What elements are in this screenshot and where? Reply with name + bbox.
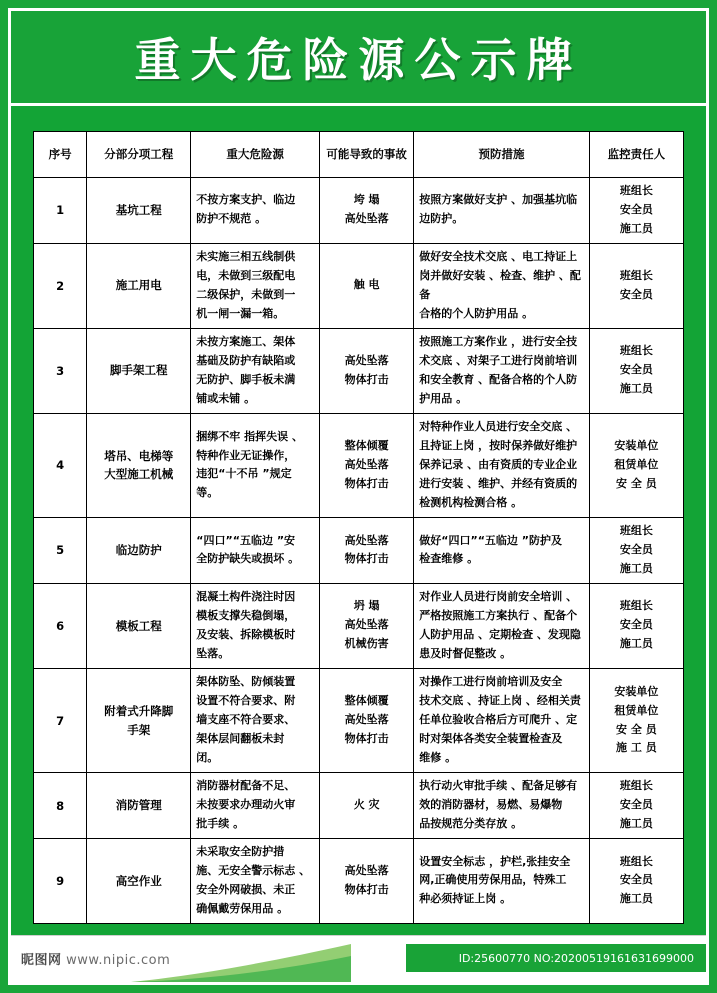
cell-measures <box>414 583 590 668</box>
cell-person-line: 安全员 <box>619 287 653 301</box>
banner-divider <box>11 103 706 106</box>
cell-person-line: 班组长 <box>619 183 653 197</box>
cell-project <box>87 518 191 584</box>
cell-hazard-line: 未按要求办理动火审 <box>196 798 296 812</box>
cell-consequence <box>319 178 413 244</box>
cell-measures-line: 术交底 、对架子工进行岗前培训 <box>419 353 578 367</box>
cell-measures-line: 对特种作业人员进行安全交底 、 <box>419 420 578 434</box>
cell-hazard-line: 等。 <box>196 486 219 500</box>
cell-project <box>87 773 191 839</box>
cell-consequence <box>319 243 413 328</box>
cell-person-line: 施 工 员 <box>616 741 657 755</box>
cell-person-line: 施工员 <box>619 561 653 575</box>
cell-hazard <box>191 583 320 668</box>
cell-measures-line: 维修 。 <box>419 750 457 764</box>
cell-no: 4 <box>34 413 87 518</box>
cell-consequence-line: 物体打击 <box>344 732 389 745</box>
cell-hazard-line: “四口”“五临边 ”安 <box>196 533 296 547</box>
cell-consequence-line: 高处坠落 <box>344 533 389 547</box>
cell-project-line: 大型施工机械 <box>104 467 174 482</box>
cell-consequence-line: 高处坠落 <box>344 457 389 471</box>
cell-consequence <box>319 838 413 923</box>
cell-project <box>87 583 191 668</box>
cell-consequence <box>319 773 413 839</box>
cell-consequence-line: 整体倾覆 <box>344 439 389 453</box>
cell-measures-line: 且持证上岗 ，按时保养做好维护 <box>419 439 578 453</box>
cell-no: 9 <box>34 838 87 923</box>
cell-project-line: 附着式升降脚 <box>104 704 174 719</box>
table-row <box>34 518 684 584</box>
cell-person-line: 安装单位 <box>614 439 659 453</box>
cell-hazard-line: 混凝土构件浇注时因 <box>196 589 296 603</box>
cell-measures-line: 检测机构检测合格 。 <box>419 495 523 509</box>
table-row <box>34 773 684 839</box>
cell-no: 6 <box>34 583 87 668</box>
cell-consequence-line: 高处坠落 <box>344 713 389 727</box>
cell-hazard <box>191 773 320 839</box>
cell-measures-line: 设置安全标志 ，护栏,张挂安全 <box>419 854 571 868</box>
cell-hazard <box>191 243 320 328</box>
cell-project-line: 脚手架工程 <box>110 363 168 378</box>
title-banner <box>11 11 706 103</box>
cell-person-line: 安全员 <box>619 543 653 556</box>
cell-project <box>87 413 191 518</box>
cell-consequence <box>319 518 413 584</box>
cell-project-line: 塔吊、电梯等 <box>104 449 174 464</box>
page-title: 重大危险源公示牌 <box>134 33 583 87</box>
cell-consequence <box>319 583 413 668</box>
cell-measures-line: 效的消防器材，易燃、易爆物 <box>419 798 563 812</box>
cell-measures-line: 技术交底 、持证上岗 、经相关责 <box>419 694 581 708</box>
cell-hazard <box>191 178 320 244</box>
cell-hazard-line: 及安装、拆除模板时 <box>196 627 296 641</box>
table-row <box>34 328 684 413</box>
cell-consequence-line: 高处坠落 <box>344 212 389 226</box>
cell-measures <box>414 668 590 773</box>
cell-hazard-line: 架体防坠、防倾装置 <box>196 675 296 689</box>
col-header-person: 监控责任人 <box>589 132 683 178</box>
cell-consequence-line: 高处坠落 <box>344 618 389 632</box>
cell-hazard-line: 坠落。 <box>196 646 230 660</box>
cell-person <box>589 413 683 518</box>
cell-person-line: 安装单位 <box>614 684 659 698</box>
cell-person-line: 安 全 员 <box>616 722 657 736</box>
cell-measures <box>414 178 590 244</box>
cell-hazard-line: 确佩戴劳保用品 。 <box>196 901 289 915</box>
cell-measures <box>414 518 590 584</box>
cell-consequence-line: 火 灾 <box>353 798 380 812</box>
cell-measures-line: 按照施工方案作业 ，进行安全技 <box>419 334 578 348</box>
cell-project-line: 基坑工程 <box>115 203 162 218</box>
cell-hazard <box>191 838 320 923</box>
cell-hazard <box>191 518 320 584</box>
cell-measures-line: 患及时督促整改 。 <box>419 646 512 660</box>
cell-measures-line: 严格按照施工方案执行 、配备个 <box>419 608 578 622</box>
cell-person-line: 施工员 <box>619 221 653 235</box>
cell-measures <box>414 838 590 923</box>
cell-hazard-line: 墙支座不符合要求、 <box>196 713 296 727</box>
cell-person <box>589 178 683 244</box>
cell-hazard-line: 不按方案支护、临边 <box>196 193 296 207</box>
cell-hazard-line: 未实施三相五线制供 <box>196 249 296 263</box>
cell-project-line: 高空作业 <box>115 873 162 888</box>
cell-person-line: 安全员 <box>619 873 653 887</box>
cell-person-line: 租赁单位 <box>614 703 659 717</box>
cell-measures-line: 对作业人员进行岗前安全培训 、 <box>419 589 578 603</box>
cell-consequence-line: 物体打击 <box>344 882 389 896</box>
cell-person <box>589 518 683 584</box>
cell-project <box>87 243 191 328</box>
cell-person <box>589 773 683 839</box>
cell-measures-line: 做好“四口”“五临边 ”防护及 <box>419 533 562 547</box>
cell-measures-line: 做好安全技术交底 、电工持证上 <box>419 249 578 263</box>
cell-hazard-line: 未按方案施工、架体 <box>196 334 296 348</box>
cell-no: 8 <box>34 773 87 839</box>
cell-no: 3 <box>34 328 87 413</box>
cell-person <box>589 328 683 413</box>
cell-consequence-line: 物体打击 <box>344 552 389 566</box>
table-row <box>34 838 684 923</box>
cell-no: 2 <box>34 243 87 328</box>
footer-bar <box>11 935 706 982</box>
image-id-bar <box>406 944 706 972</box>
cell-hazard-line: 设置不符合要求、附 <box>196 694 296 708</box>
cell-no: 7 <box>34 668 87 773</box>
poster-board <box>8 8 709 985</box>
cell-hazard-line: 电，未做到三级配电 <box>196 268 296 282</box>
cell-hazard <box>191 328 320 413</box>
cell-measures-line: 和安全教育 、配备合格的个人防 <box>419 372 578 386</box>
cell-no: 5 <box>34 518 87 584</box>
cell-hazard-line: 安全外网破损、未正 <box>196 882 296 896</box>
cell-hazard-line: 铺或未铺 。 <box>196 391 256 405</box>
cell-consequence <box>319 413 413 518</box>
table-row <box>34 413 684 518</box>
cell-measures <box>414 773 590 839</box>
cell-hazard-line: 消防器材配备不足、 <box>196 779 296 793</box>
cell-hazard-line: 捆绑不牢 指挥失误 、 <box>196 429 303 443</box>
cell-hazard-line: 架体层间翻板未封 <box>196 732 285 745</box>
cell-person <box>589 838 683 923</box>
cell-hazard-line: 闭。 <box>196 750 219 764</box>
table-row <box>34 243 684 328</box>
cell-person-line: 安全员 <box>619 618 653 632</box>
cell-person-line: 施工员 <box>619 892 653 906</box>
cell-measures <box>414 413 590 518</box>
cell-measures-line: 边防护。 <box>419 212 464 226</box>
cell-person-line: 租赁单位 <box>614 457 659 471</box>
cell-consequence-line: 垮 塌 <box>353 193 380 207</box>
cell-person-line: 施工员 <box>619 637 653 651</box>
cell-measures-line: 保养记录 、由有资质的专业企业 <box>419 457 578 471</box>
cell-measures <box>414 328 590 413</box>
cell-hazard-line: 未采取安全防护措 <box>196 845 285 859</box>
cell-hazard-line: 违犯“十不吊 ”规定 <box>196 467 292 481</box>
cell-person-line: 班组长 <box>619 854 653 868</box>
cell-consequence <box>319 328 413 413</box>
cell-person <box>589 668 683 773</box>
cell-measures-line: 品按规范分类存放 。 <box>419 817 523 831</box>
cell-consequence-line: 高处坠落 <box>344 353 389 367</box>
cell-measures-line: 网,正确使用劳保用品，特殊工 <box>419 873 567 887</box>
cell-consequence-line: 触 电 <box>353 278 380 292</box>
watermark-url: www.nipic.com <box>66 953 171 968</box>
cell-measures-line: 岗并做好安装 、检查、维护 、配备 <box>419 268 581 301</box>
cell-person-line: 班组长 <box>619 344 653 358</box>
table-body <box>34 178 684 924</box>
cell-project-line: 模板工程 <box>115 618 162 633</box>
cell-hazard-line: 二级保护，未做到一 <box>196 287 296 301</box>
cell-measures-line: 检查维修 。 <box>419 552 479 566</box>
cell-person-line: 班组长 <box>619 779 653 793</box>
table-row <box>34 668 684 773</box>
cell-person-line: 班组长 <box>619 268 653 282</box>
cell-measures-line: 执行动火审批手续 、配备足够有 <box>419 779 578 793</box>
cell-hazard-line: 基础及防护有缺陷或 <box>196 353 296 367</box>
col-header-consequence: 可能导致的事故 <box>319 132 413 178</box>
cell-measures-line: 按照方案做好支护 、加强基坑临 <box>419 193 578 207</box>
cell-project <box>87 328 191 413</box>
cell-project-line: 手架 <box>127 722 151 737</box>
cell-person-line: 班组长 <box>619 524 653 538</box>
col-header-hazard: 重大危险源 <box>191 132 320 178</box>
cell-measures <box>414 243 590 328</box>
cell-hazard-line: 防护不规范 。 <box>196 212 267 226</box>
cell-person-line: 班组长 <box>619 599 653 613</box>
cell-consequence <box>319 668 413 773</box>
col-header-no: 序号 <box>34 132 87 178</box>
cell-hazard-line: 批手续 。 <box>196 817 245 831</box>
cell-person-line: 安全员 <box>619 202 653 216</box>
cell-person-line: 施工员 <box>619 382 653 396</box>
cell-measures-line: 任单位验收合格后方可爬升 、定 <box>419 713 578 727</box>
cell-consequence-line: 物体打击 <box>344 476 389 490</box>
cell-no: 1 <box>34 178 87 244</box>
col-header-project: 分部分项工程 <box>87 132 191 178</box>
table-row <box>34 178 684 244</box>
cell-consequence-line: 整体倾覆 <box>344 694 389 708</box>
table-row <box>34 583 684 668</box>
cell-hazard-line: 施、无安全警示标志 、 <box>196 864 311 878</box>
cell-person <box>589 243 683 328</box>
cell-hazard-line: 模板支撑失稳倒塌， <box>196 608 296 622</box>
cell-consequence-line: 机械伤害 <box>344 637 389 651</box>
cell-person-line: 安全员 <box>619 798 653 812</box>
cell-measures-line: 人防护用品 、定期检查 、发现隐 <box>419 627 581 641</box>
cell-consequence-line: 物体打击 <box>344 372 389 386</box>
cell-hazard <box>191 413 320 518</box>
cell-hazard-line: 无防护、脚手板未满 <box>196 372 296 386</box>
table-header-row <box>34 132 684 178</box>
hazard-table-wrapper <box>33 131 684 924</box>
cell-hazard <box>191 668 320 773</box>
col-header-measures: 预防措施 <box>414 132 590 178</box>
cell-project-line: 临边防护 <box>115 543 162 558</box>
cell-project-line: 施工用电 <box>115 278 162 293</box>
watermark-cn: 昵图网 <box>21 953 62 968</box>
cell-hazard-line: 全防护缺失或损坏 。 <box>196 552 300 566</box>
cell-measures-line: 时对架体各类安全装置检查及 <box>419 732 563 745</box>
cell-measures-line: 护用品 。 <box>419 391 468 405</box>
cell-hazard-line: 机一闸一漏一箱。 <box>196 306 285 320</box>
watermark <box>21 949 170 968</box>
cell-project <box>87 178 191 244</box>
hazard-table <box>33 131 684 924</box>
cell-person-line: 安全员 <box>619 363 653 377</box>
cell-measures-line: 进行安装 、维护、并经有资质的 <box>419 476 578 490</box>
cell-project <box>87 668 191 773</box>
cell-consequence-line: 高处坠落 <box>344 864 389 878</box>
cell-measures-line: 种必须持证上岗 。 <box>419 892 512 906</box>
image-id-text: ID:25600770 NO:20200519161631699000 <box>458 951 694 965</box>
cell-project <box>87 838 191 923</box>
cell-measures-line: 对操作工进行岗前培训及安全 <box>419 675 563 689</box>
cell-measures-line: 合格的个人防护用品 。 <box>419 306 534 320</box>
cell-person <box>589 583 683 668</box>
cell-project-line: 消防管理 <box>115 798 162 813</box>
cell-hazard-line: 特种作业无证操作， <box>196 448 296 462</box>
cell-consequence-line: 坍 塌 <box>353 599 380 613</box>
cell-person-line: 施工员 <box>619 817 653 831</box>
cell-person-line: 安 全 员 <box>616 476 657 490</box>
